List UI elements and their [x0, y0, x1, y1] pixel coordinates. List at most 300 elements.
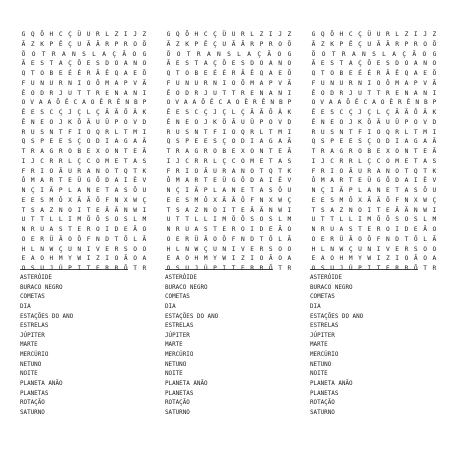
grid-letter: B: [194, 70, 199, 77]
grid-letter: N: [270, 99, 275, 107]
grid-letter: M: [58, 255, 63, 263]
word-list-item: ASTERÓIDE: [310, 275, 342, 281]
grid-letter: P: [123, 79, 128, 87]
grid-row: [310, 30, 438, 40]
grid-letter: A: [337, 99, 342, 107]
grid-letter: Q: [413, 167, 418, 175]
grid-letter: V: [278, 79, 282, 87]
grid-letter: Ã: [105, 109, 110, 116]
grid-letter: U: [241, 118, 245, 126]
grid-letter: N: [415, 99, 420, 107]
grid-letter: Ü: [222, 31, 227, 38]
word-list-item: PLANETA ANÃO: [165, 381, 208, 388]
grid-letter: Â: [278, 109, 282, 116]
grid-letter: Ú: [58, 265, 63, 272]
grid-letter: D: [432, 118, 437, 126]
grid-letter: A: [351, 50, 356, 58]
grid-letter: C: [339, 109, 344, 116]
grid-letter: Õ: [386, 196, 390, 204]
grid-letter: Ã: [133, 226, 137, 233]
grid-letter: A: [268, 60, 273, 68]
grid-letter: E: [320, 60, 325, 68]
grid-letter: U: [432, 187, 437, 194]
grid-letter: U: [367, 40, 372, 48]
grid-letter: A: [133, 157, 137, 165]
grid-letter: S: [330, 128, 334, 136]
grid-letter: Z: [175, 40, 180, 48]
grid-letter: Z: [241, 255, 245, 263]
grid-letter: A: [142, 255, 147, 263]
grid-letter: Ê: [311, 89, 316, 97]
grid-letter: N: [311, 226, 316, 233]
grid-letter: N: [362, 50, 366, 58]
word-list-item: SATURNO: [310, 409, 335, 416]
grid-letter: U: [222, 40, 227, 48]
grid-letter: R: [231, 70, 236, 77]
grid-letter: E: [311, 255, 316, 263]
grid-letter: Z: [386, 255, 390, 263]
grid-letter: S: [185, 128, 189, 136]
grid-letter: G: [21, 31, 26, 38]
grid-letter: L: [175, 245, 180, 253]
grid-letter: O: [185, 255, 189, 263]
word-list-item: ROTAÇÃO: [20, 400, 45, 407]
grid-letter: V: [175, 99, 179, 107]
grid-letter: S: [40, 109, 44, 116]
grid-letter: E: [105, 89, 110, 97]
grid-letter: U: [175, 128, 180, 136]
grid-letter: T: [30, 70, 35, 77]
grid-letter: Ã: [21, 60, 26, 68]
grid-letter: R: [105, 265, 110, 272]
grid-letter: O: [432, 60, 437, 68]
grid-letter: C: [185, 157, 189, 165]
grid-letter: R: [30, 148, 35, 155]
grid-letter: Ç: [213, 31, 217, 38]
grid-letter: Ê: [133, 177, 137, 185]
grid-letter: O: [404, 216, 409, 224]
grid-letter: Ã: [58, 167, 63, 175]
grid-letter: T: [58, 177, 63, 185]
grid-row: [310, 245, 438, 255]
grid-row: [310, 167, 438, 177]
grid-row: [20, 79, 148, 89]
grid-letter: T: [186, 50, 191, 58]
grid-letter: R: [231, 226, 236, 233]
grid-letter: K: [185, 40, 189, 48]
grid-letter: M: [339, 196, 344, 204]
grid-letter: C: [376, 157, 381, 165]
grid-letter: D: [395, 60, 400, 68]
word-list-item: DIA: [165, 303, 176, 310]
grid-letter: Ã: [142, 79, 147, 87]
grid-letter: A: [133, 138, 137, 146]
grid-letter: O: [376, 128, 381, 136]
grid-letter: U: [40, 226, 44, 233]
grid-letter: Ü: [77, 177, 82, 185]
grid-letter: E: [311, 196, 316, 204]
grid-letter: Ã: [86, 196, 91, 204]
grid-letter: N: [217, 50, 221, 58]
grid-letter: E: [175, 109, 180, 116]
grid-letter: A: [413, 60, 418, 68]
grid-letter: Z: [194, 206, 199, 214]
grid-letter: Ç: [68, 60, 72, 68]
grid-row: [165, 128, 293, 138]
grid-letter: Ê: [389, 99, 394, 107]
grid-letter: R: [395, 265, 400, 272]
grid-letter: E: [175, 60, 180, 68]
grid-letter: O: [278, 255, 282, 263]
grid-letter: Z: [339, 206, 344, 214]
grid-letter: R: [250, 40, 255, 48]
grid-letter: Q: [268, 167, 273, 175]
grid-letter: N: [330, 79, 334, 87]
grid-letter: K: [213, 118, 217, 126]
grid-row: [310, 254, 438, 264]
grid-letter: A: [348, 60, 353, 68]
grid-letter: O: [376, 79, 381, 87]
word-list-item: ESTRELAS: [310, 323, 339, 330]
grid-letter: T: [320, 216, 325, 224]
grid-letter: Õ: [413, 265, 418, 272]
grid-letter: Õ: [222, 60, 227, 68]
grid-letter: Ç: [222, 138, 227, 146]
grid-letter: S: [40, 196, 44, 204]
grid-letter: Z: [432, 31, 437, 38]
grid-letter: A: [30, 255, 35, 263]
grid-letter: R: [413, 40, 418, 48]
grid-letter: Q: [311, 138, 316, 146]
grid-letter: Õ: [432, 40, 437, 48]
grid-letter: R: [376, 70, 381, 77]
grid-letter: G: [194, 148, 199, 155]
grid-row: [165, 79, 293, 89]
grid-letter: O: [166, 99, 171, 107]
grid-letter: Õ: [133, 187, 137, 194]
grid-letter: E: [259, 157, 264, 165]
grid-letter: Õ: [222, 118, 227, 126]
grid-row: [310, 225, 438, 235]
grid-row: [20, 206, 148, 216]
grid-letter: N: [49, 128, 54, 136]
grid-letter: E: [68, 177, 72, 185]
grid-letter: R: [114, 245, 119, 253]
grid-letter: E: [96, 187, 100, 194]
grid-letter: Ê: [395, 70, 400, 77]
grid-letter: G: [311, 31, 316, 38]
grid-letter: O: [432, 226, 437, 233]
grid-letter: I: [166, 157, 171, 165]
letter-grid: [310, 30, 438, 272]
grid-letter: F: [166, 167, 171, 175]
grid-letter: R: [194, 89, 199, 97]
grid-letter: R: [49, 177, 54, 185]
grid-letter: S: [40, 60, 44, 68]
grid-letter: S: [287, 157, 292, 165]
grid-letter: Ã: [348, 235, 353, 243]
grid-letter: E: [49, 138, 54, 146]
grid-row: [165, 147, 293, 157]
grid-letter: R: [49, 157, 54, 165]
grid-letter: J: [68, 109, 72, 116]
grid-letter: G: [339, 148, 344, 155]
grid-letter: I: [367, 206, 372, 214]
grid-letter: N: [114, 89, 119, 97]
grid-letter: I: [86, 245, 91, 253]
grid-letter: U: [330, 226, 334, 233]
grid-letter: Ê: [406, 99, 411, 107]
grid-row: [310, 128, 438, 138]
grid-letter: Ã: [287, 148, 292, 155]
grid-letter: A: [339, 226, 344, 233]
grid-letter: A: [259, 79, 264, 87]
grid-letter: Q: [96, 128, 100, 136]
grid-letter: Õ: [241, 216, 245, 224]
grid-letter: O: [114, 60, 119, 68]
grid-letter: A: [259, 187, 264, 194]
grid-letter: H: [339, 31, 344, 38]
grid-letter: Õ: [96, 177, 100, 185]
grid-letter: V: [432, 177, 437, 185]
grid-letter: Ç: [222, 109, 227, 116]
grid-letter: Ç: [367, 138, 372, 146]
grid-letter: N: [21, 226, 26, 233]
grid-letter: N: [166, 226, 171, 233]
grid-letter: R: [348, 79, 353, 87]
grid-letter: W: [339, 245, 344, 253]
grid-letter: U: [358, 167, 362, 175]
grid-letter: O: [213, 235, 217, 243]
grid-letter: T: [133, 265, 137, 272]
grid-letter: Õ: [142, 40, 147, 48]
grid-letter: R: [21, 128, 26, 136]
grid-row: [310, 147, 438, 157]
grid-letter: W: [49, 245, 54, 253]
grid-letter: Ç: [367, 109, 372, 116]
grid-letter: D: [250, 235, 255, 243]
grid-letter: A: [86, 167, 91, 175]
word-list-item: PLANETA ANÃO: [310, 381, 353, 388]
grid-letter: O: [40, 255, 44, 263]
grid-letter: O: [86, 79, 91, 87]
grid-letter: W: [423, 196, 427, 204]
grid-letter: I: [250, 138, 255, 146]
grid-letter: S: [413, 216, 418, 224]
grid-row: [165, 186, 293, 196]
grid-letter: M: [395, 79, 400, 87]
grid-letter: Ã: [96, 70, 100, 77]
grid-letter: L: [68, 187, 72, 194]
grid-letter: Â: [133, 109, 137, 116]
grid-letter: O: [386, 157, 390, 165]
grid-letter: Ç: [58, 109, 63, 116]
grid-letter: Õ: [77, 235, 82, 243]
grid-letter: Ç: [348, 245, 353, 253]
grid-letter: U: [30, 79, 35, 87]
grid-letter: D: [185, 89, 189, 97]
grid-letter: O: [268, 118, 273, 126]
grid-letter: Ã: [96, 40, 100, 48]
grid-letter: Ê: [116, 99, 121, 107]
grid-letter: L: [376, 109, 381, 116]
grid-letter: G: [166, 31, 171, 38]
grid-letter: F: [21, 167, 26, 175]
grid-row: [20, 69, 148, 79]
grid-letter: T: [259, 235, 264, 243]
grid-letter: Z: [30, 40, 35, 48]
grid-letter: S: [250, 216, 255, 224]
grid-letter: T: [21, 206, 26, 214]
grid-letter: I: [77, 206, 82, 214]
grid-letter: Ê: [311, 118, 316, 126]
grid-letter: Q: [175, 31, 180, 38]
grid-letter: S: [105, 216, 110, 224]
grid-letter: E: [40, 118, 44, 126]
grid-letter: T: [376, 206, 381, 214]
grid-letter: R: [320, 226, 325, 233]
grid-row: [165, 59, 293, 69]
grid-letter: A: [49, 226, 54, 233]
grid-row: [165, 137, 293, 147]
grid-letter: Â: [423, 109, 427, 116]
grid-letter: O: [133, 245, 137, 253]
grid-letter: N: [185, 245, 189, 253]
grid-letter: T: [114, 235, 119, 243]
grid-letter: G: [268, 138, 273, 146]
grid-letter: N: [278, 60, 282, 68]
grid-letter: C: [330, 157, 334, 165]
word-list-item: PLANETAS: [310, 390, 339, 397]
grid-letter: Õ: [201, 99, 205, 107]
grid-letter: É: [222, 70, 227, 77]
grid-letter: F: [250, 196, 255, 204]
grid-letter: U: [339, 79, 344, 87]
grid-letter: W: [278, 206, 282, 214]
grid-letter: T: [320, 70, 325, 77]
grid-letter: R: [250, 265, 255, 272]
grid-letter: I: [250, 226, 255, 233]
grid-letter: Ã: [166, 40, 171, 48]
grid-letter: N: [311, 187, 316, 194]
grid-letter: T: [231, 206, 236, 214]
grid-row: [165, 50, 293, 60]
word-list-item: MARTE: [310, 342, 328, 349]
grid-letter: T: [231, 265, 236, 272]
grid-row: [165, 40, 293, 50]
grid-letter: Ã: [432, 235, 437, 243]
grid-letter: É: [68, 70, 72, 77]
grid-letter: Ê: [311, 109, 316, 116]
grid-letter: Õ: [413, 235, 418, 243]
grid-letter: Õ: [77, 60, 82, 68]
grid-letter: O: [250, 167, 255, 175]
word-list-item: JÚPITER: [20, 332, 45, 339]
grid-letter: E: [203, 138, 208, 146]
grid-letter: Ê: [203, 40, 208, 48]
grid-letter: B: [49, 70, 54, 77]
grid-letter: I: [376, 255, 381, 263]
grid-letter: T: [376, 265, 381, 272]
grid-row: [310, 215, 438, 225]
grid-letter: O: [277, 50, 282, 58]
grid-letter: Õ: [96, 216, 100, 224]
grid-row: [20, 118, 148, 128]
grid-letter: E: [96, 265, 100, 272]
grid-letter: E: [376, 148, 381, 155]
grid-letter: J: [58, 118, 63, 126]
grid-letter: T: [413, 157, 418, 165]
grid-letter: E: [395, 245, 400, 253]
grid-letter: T: [404, 235, 409, 243]
grid-letter: C: [194, 109, 199, 116]
grid-letter: T: [77, 89, 82, 97]
grid-letter: O: [133, 40, 137, 48]
grid-letter: R: [339, 177, 344, 185]
grid-letter: S: [30, 206, 35, 214]
grid-letter: S: [268, 245, 273, 253]
grid-letter: T: [41, 50, 46, 58]
grid-letter: E: [175, 196, 180, 204]
grid-letter: Õ: [222, 235, 227, 243]
grid-row: [310, 89, 438, 99]
grid-letter: O: [432, 245, 437, 253]
grid-letter: T: [268, 148, 273, 155]
grid-letter: E: [105, 245, 110, 253]
word-search-puzzle: [310, 30, 438, 419]
grid-letter: O: [423, 40, 427, 48]
grid-letter: S: [58, 226, 63, 233]
grid-letter: M: [250, 157, 255, 165]
grid-letter: G: [86, 177, 91, 185]
grid-letter: U: [86, 31, 91, 38]
grid-letter: Ã: [241, 40, 245, 48]
grid-letter: Z: [287, 31, 292, 38]
grid-letter: L: [194, 216, 199, 224]
word-list-item: MARTE: [20, 342, 38, 349]
word-list: [310, 274, 438, 419]
grid-letter: S: [213, 138, 217, 146]
grid-letter: A: [330, 148, 334, 155]
grid-letter: I: [222, 206, 227, 214]
grid-letter: L: [250, 31, 255, 38]
grid-row: [310, 206, 438, 216]
word-list-item: NETUNO: [310, 361, 332, 368]
grid-letter: T: [123, 128, 128, 136]
grid-letter: É: [358, 70, 362, 77]
grid-letter: I: [105, 226, 110, 233]
grid-letter: U: [376, 31, 381, 38]
grid-letter: R: [320, 148, 325, 155]
grid-letter: T: [68, 226, 72, 233]
letter-grid: [165, 30, 293, 272]
grid-row: [20, 157, 148, 167]
grid-letter: R: [96, 89, 100, 97]
grid-letter: Ü: [194, 235, 199, 243]
grid-letter: H: [166, 245, 171, 253]
grid-letter: Ç: [367, 157, 372, 165]
grid-letter: T: [311, 148, 316, 155]
grid-letter: M: [222, 216, 227, 224]
grid-letter: E: [30, 109, 35, 116]
grid-letter: Õ: [241, 196, 245, 204]
grid-row: [20, 108, 148, 118]
grid-letter: R: [339, 157, 344, 165]
grid-letter: Ü: [339, 235, 344, 243]
grid-row: [165, 118, 293, 128]
grid-letter: A: [404, 138, 409, 146]
grid-letter: S: [175, 265, 180, 272]
